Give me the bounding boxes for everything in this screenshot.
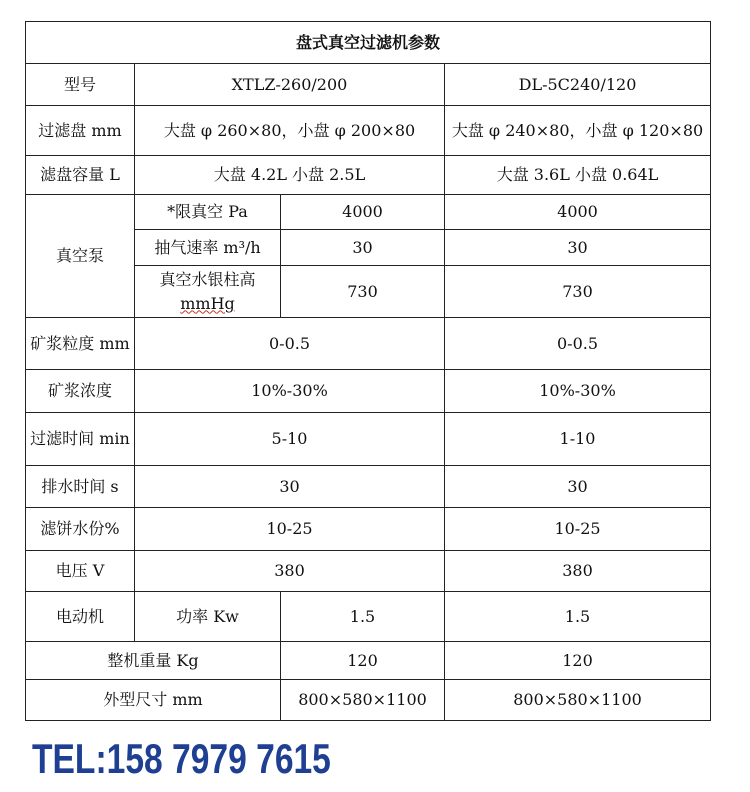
row-label: 排水时间 s — [26, 466, 135, 508]
value-b: 800×580×1100 — [445, 680, 711, 721]
value-a: 10-25 — [135, 508, 445, 551]
value-a: 4000 — [281, 195, 445, 230]
table-row-pump-limit — [26, 195, 711, 230]
table-row-motor — [26, 592, 711, 642]
sub-label — [135, 266, 281, 318]
value-a: 730 — [281, 266, 445, 318]
phone-number: TEL:158 7979 7615 — [32, 735, 331, 782]
value-a: 10%-30% — [135, 370, 445, 413]
row-label: 真空泵 — [26, 195, 135, 318]
value-b: 大盘 3.6L 小盘 0.64L — [445, 156, 711, 195]
row-label: 型号 — [26, 64, 135, 106]
value-b: 120 — [445, 642, 711, 680]
value-a: 5-10 — [135, 413, 445, 466]
value-b: 380 — [445, 551, 711, 592]
table-row-drain-time — [26, 466, 711, 508]
row-label: 矿浆浓度 — [26, 370, 135, 413]
row-label: 整机重量 Kg — [26, 642, 281, 680]
value-b: 10-25 — [445, 508, 711, 551]
row-label: 电动机 — [26, 592, 135, 642]
sub-label-unit: mmHg — [180, 293, 235, 313]
row-label: 矿浆粒度 mm — [26, 318, 135, 370]
value-b: 730 — [445, 266, 711, 318]
row-label: 过滤时间 min — [26, 413, 135, 466]
table-title: 盘式真空过滤机参数 — [26, 22, 711, 64]
row-label: 外型尺寸 mm — [26, 680, 281, 721]
value-a: 大盘 φ 260×80，小盘 φ 200×80 — [135, 106, 445, 156]
value-a: 1.5 — [281, 592, 445, 642]
value-a: 380 — [135, 551, 445, 592]
row-label: 滤饼水份% — [26, 508, 135, 551]
value-a: 0-0.5 — [135, 318, 445, 370]
table-row-disc — [26, 106, 711, 156]
sub-label: 抽气速率 m³/h — [135, 230, 281, 266]
sub-label-text: 真空水银柱高 — [159, 269, 256, 289]
sub-label: 功率 Kw — [135, 592, 281, 642]
table-row-model — [26, 64, 711, 106]
table-row-capacity — [26, 156, 711, 195]
value-a: 800×580×1100 — [281, 680, 445, 721]
table-row-filter-time — [26, 413, 711, 466]
value-a: 30 — [281, 230, 445, 266]
table-row-voltage — [26, 551, 711, 592]
table-row-weight — [26, 642, 711, 680]
value-a: 120 — [281, 642, 445, 680]
value-b: 4000 — [445, 195, 711, 230]
value-b: 大盘 φ 240×80，小盘 φ 120×80 — [445, 106, 711, 156]
value-b: 0-0.5 — [445, 318, 711, 370]
sub-label: *限真空 Pa — [135, 195, 281, 230]
value-b: 30 — [445, 466, 711, 508]
table-row-moisture — [26, 508, 711, 551]
value-a: XTLZ-260/200 — [135, 64, 445, 106]
table-row-concentration — [26, 370, 711, 413]
value-a: 大盘 4.2L 小盘 2.5L — [135, 156, 445, 195]
value-b: DL-5C240/120 — [445, 64, 711, 106]
value-b: 10%-30% — [445, 370, 711, 413]
value-b: 30 — [445, 230, 711, 266]
value-a: 30 — [135, 466, 445, 508]
row-label: 滤盘容量 L — [26, 156, 135, 195]
row-label: 过滤盘 mm — [26, 106, 135, 156]
table-row-granularity — [26, 318, 711, 370]
value-b: 1.5 — [445, 592, 711, 642]
value-b: 1-10 — [445, 413, 711, 466]
spec-table — [25, 21, 711, 721]
table-row-dimensions — [26, 680, 711, 721]
row-label: 电压 V — [26, 551, 135, 592]
